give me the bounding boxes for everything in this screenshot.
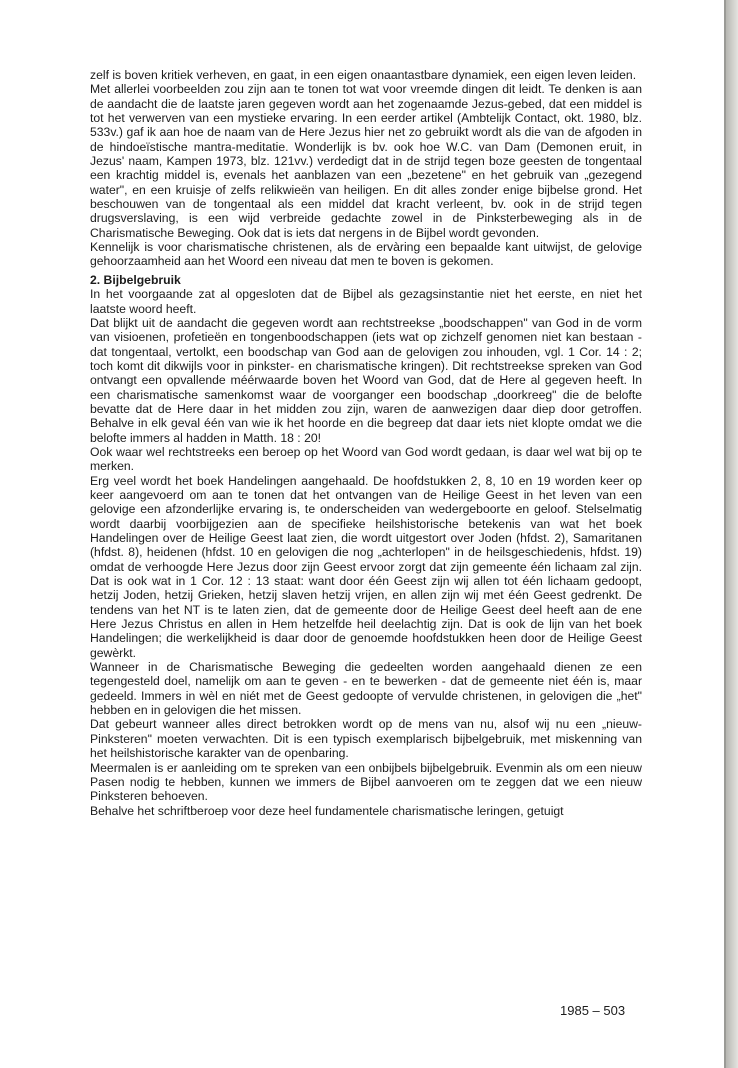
page-edge-shadow — [726, 0, 738, 1068]
paragraph: In het voorgaande zat al opgesloten dat de Bijbel als gezagsinstantie niet het eerste, en niet het laatste woord heeft. — [90, 287, 642, 316]
paragraph: zelf is boven kritiek verheven, en gaat, in een eigen onaantastbare dynamiek, een eigen leven leiden. — [90, 68, 637, 82]
paragraph: Dat gebeurt wanneer alles direct betrokken wordt op de mens van nu, alsof wij nu een „nieuw-Pinksteren" moeten verwachten. Dit is een typisch exemplarisch bijbelgebruik, met miskenning van het heilshistorische karakter van de openbaring. — [90, 717, 642, 761]
paragraph: Dat blijkt uit de aandacht die gegeven wordt aan rechtstreekse „boodschappen" van God in de vorm van visioenen, profetieën en tongenboodschappen (iets wat op zichzelf genomen niet kan bestaan - dat tongentaal, vertolkt, een boodschap van God aan de gelovigen zou inhouden, vgl. 1 Cor. 14 : 2; toch komt dit dikwijls voor in pinkster- en charismatische kringen). Dit rechtstreekse spreken van God ontvangt een opvallende méérwaarde boven het Woord van God, dat de Here al gegeven heeft. In een charismatische samenkomst waar de voorganger een boodschap „doorkreeg" die de belofte bevatte dat de Here daar in het midden zou zijn, waren de aanwezigen daar diep door getroffen. Behalve in elk geval één van wie ik het hoorde en die begreep dat daar iets niet klopte omdat we die belofte immers al hadden in Matth. 18 : 20! — [90, 315, 642, 445]
paragraph: Ook waar wel rechtstreeks een beroep op het Woord van God wordt gedaan, is daar wel wat bij op te merken. — [90, 444, 642, 474]
paragraph: Met allerlei voorbeelden zou zijn aan te tonen tot wat voor vreemde dingen dit leidt. Te denken is aan de aandacht die de laatste jaren gegeven wordt aan het zogenaamde Jezus-gebed, dat een middel is tot het verwerven van een mystieke ervaring. In een eerder artikel (Ambtelijk Contact, okt. 1980, blz. 533v.) gaf ik aan hoe de naam van de Here Jezus hier net zo gebruikt wordt als die van de afgoden in de hindoeïstische mantra-meditatie. Wonderlijk is bv. ook hoe W.C. van Dam (Demonen eruit, in Jezus' naam, Kampen 1973, blz. 121vv.) verdedigt dat in de strijd tegen boze geesten de tongentaal een krachtig middel is, evenals het aanblazen van een „bezetene" en het gebruik van „gezegend water", en een kruisje of zelfs relikwieën van heiligen. En dit alles zonder enige bijbelse grond. Het beschouwen van de tongentaal als een middel dat kracht verleent, bv. ook in de strijd tegen drugsverslaving, is een wijd verbreide gedachte zowel in de Pinksterbeweging als in de Charismatische Beweging. Ook dat is iets dat nergens in de Bijbel wordt gevonden. — [90, 82, 642, 240]
paragraph: Meermalen is er aanleiding om te spreken van een onbijbels bijbelgebruik. Evenmin als om een nieuw Pasen nodig te hebben, kunnen we immers de Bijbel aanvoeren om te zeggen dat we een nieuw Pinksteren behoeven. — [90, 760, 642, 804]
article-body — [90, 68, 642, 818]
section-heading: 2. Bijbelgebruik — [90, 272, 181, 287]
page-number: 1985 – 503 — [560, 1003, 626, 1018]
paragraph: Kennelijk is voor charismatische christenen, als de ervàring een bepaalde kant uitwijst, de gelovige gehoorzaamheid aan het Woord een niveau dat men te boven is gekomen. — [90, 240, 642, 269]
paragraph: Erg veel wordt het boek Handelingen aangehaald. De hoofdstukken 2, 8, 10 en 19 worden keer op keer aangevoerd om aan te tonen dat het ontvangen van de Heilige Geest in het leven van een gelovige een afzonderlijke ervaring is, te onderscheiden van wedergeboorte en geloof. Stelselmatig wordt daarbij voorbijgezien aan de specifieke heilshistorische betekenis van wat het boek Handelingen over de Heilige Geest laat zien, die wordt uitgestort over Joden (hfdst. 2), Samaritanen (hfdst. 8), heidenen (hfdst. 10 en gelovigen die nog „achterlopen" in de heilsgeschiedenis, hfdst. 19) omdat de verhoogde Here Jezus door zijn Geest ervoor zorgt dat zijn gemeente één lichaam zal zijn. Dat is ook wat in 1 Cor. 12 : 13 staat: want door één Geest zijn wij allen tot één lichaam gedoopt, hetzij Joden, hetzij Grieken, hetzij slaven hetzij vrijen, en allen zijn wij met één Geest gedrenkt. De tendens van het NT is te laten zien, dat de gemeente door de Heilige Geest deel heeft aan de ene Here Jezus Christus en allen in Hem hetzelfde heil deelachtig zijn. Dat is ook de lijn van het boek Handelingen; die werkelijkheid is daar door de genoemde hoofdstukken heen door de Heilige Geest gewèrkt. — [90, 473, 642, 660]
paragraph: Behalve het schriftberoep voor deze heel fundamentele charismatische leringen, getuigt — [90, 803, 564, 818]
paragraph: Wanneer in de Charismatische Beweging die gedeelten worden aangehaald dienen ze een tegengesteld doel, namelijk om aan te geven - en te bewerken - dat de gemeente niet één is, maar gedeeld. Immers in wèl en niét met de Geest gedoopte of vervulde christenen, in gelovigen die „het" hebben en in gelovigen die het missen. — [90, 660, 642, 718]
